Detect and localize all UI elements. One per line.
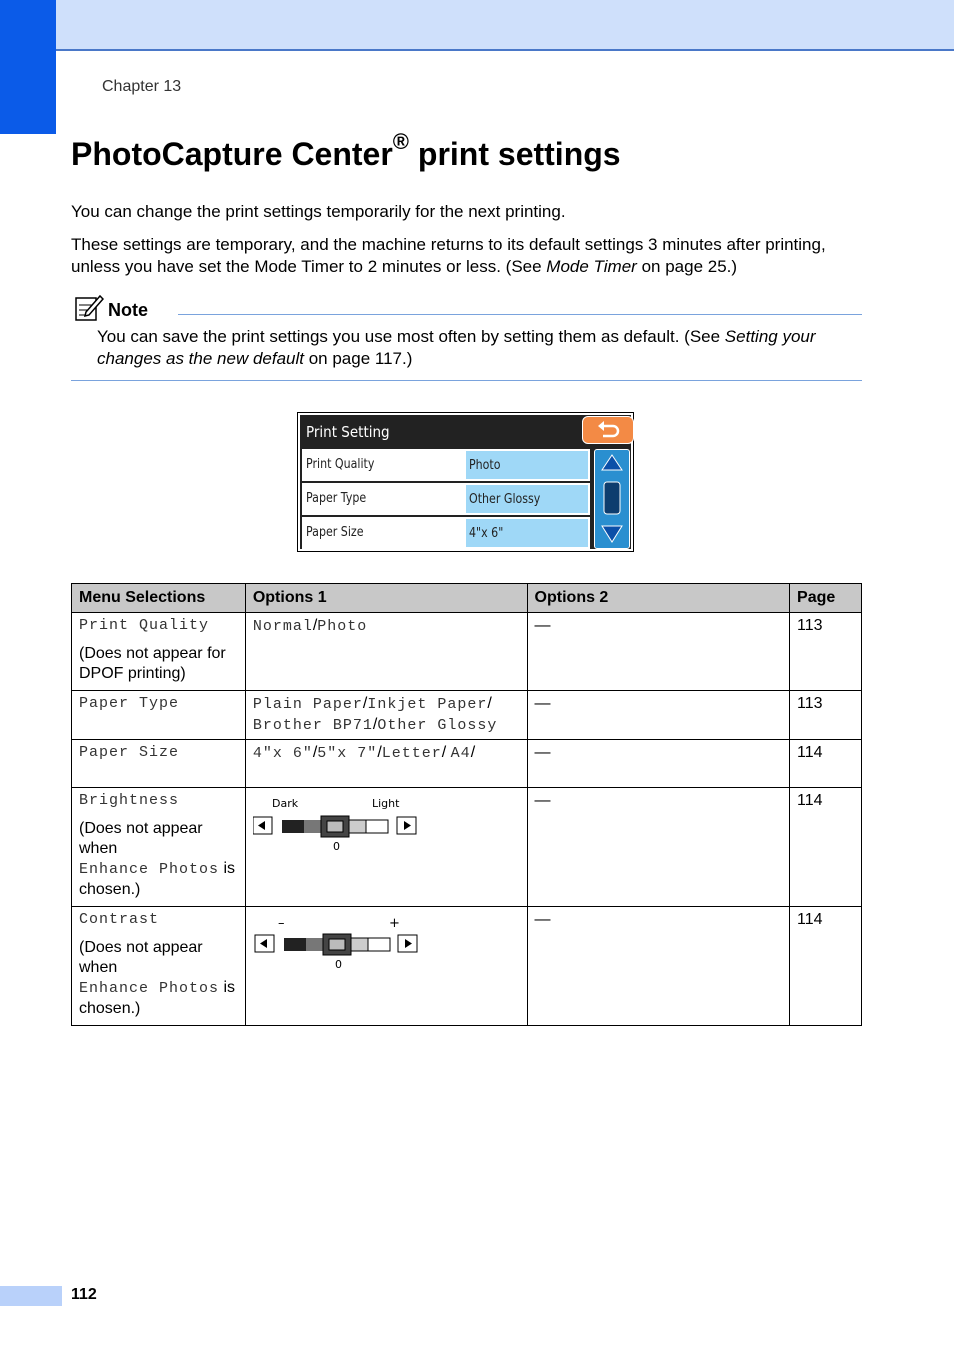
table-row: Print Quality (Does not appear for DPOF printing) Normal/Photo — 113 <box>72 613 862 691</box>
page-title: PhotoCapture Center® print settings <box>71 129 621 172</box>
note-header <box>74 292 862 318</box>
header-band <box>0 0 954 51</box>
chapter-label: Chapter 13 <box>102 78 182 95</box>
slider-label-light: Light <box>371 797 400 810</box>
back-arrow-icon <box>583 417 633 443</box>
header-page: Page <box>790 584 862 613</box>
note-bottom-rule <box>71 380 862 381</box>
slider-value: 0 <box>334 958 342 970</box>
chapter-tab <box>0 0 56 134</box>
note-label: Note <box>108 300 148 320</box>
lcd-scrollbar[interactable] <box>594 449 630 549</box>
footer-page-band <box>0 1286 62 1306</box>
slider-label-minus: – <box>277 916 285 931</box>
scroll-thumb[interactable] <box>604 482 620 514</box>
note-divider <box>178 314 862 315</box>
table-row: Contrast (Does not appear when Enhance Photos is chosen.) – + 0 — 114 <box>72 907 862 1026</box>
lcd-row-paper-type[interactable]: Paper Type Other Glossy <box>302 483 590 515</box>
lcd-row-paper-size[interactable]: Paper Size 4"x 6" <box>302 517 590 549</box>
slider-value: 0 <box>332 840 340 851</box>
slider-label-plus: + <box>388 916 400 931</box>
header-menu-selections: Menu Selections <box>72 584 246 613</box>
brightness-slider[interactable] <box>253 791 423 851</box>
table-row: Brightness (Does not appear when Enhance Photos is chosen.) Dark Light 0 — 114 <box>72 788 862 907</box>
intro-paragraph-1: You can change the print settings temporarily for the next printing. <box>71 202 566 221</box>
table-row: Paper Type Plain Paper/Inkjet Paper/ Brother BP71/Other Glossy — 113 <box>72 691 862 740</box>
scroll-down-icon[interactable] <box>602 526 622 542</box>
settings-table <box>71 583 862 1026</box>
table-header-row <box>72 584 862 613</box>
header-options-2: Options 2 <box>527 584 789 613</box>
lcd-title: Print Setting <box>306 423 390 441</box>
table-row: Paper Size 4"x 6"/5"x 7"/Letter/ A4/ — 114 <box>72 740 862 788</box>
intro-paragraph-2: These settings are temporary, and the machine returns to its default settings 3 minutes after printing, unless you have set the Mode Timer to 2 minutes or less. (See Mode Timer on page 25.) <box>71 235 826 276</box>
note-text: You can save the print settings you use most often by setting them as default. (See Setting your changes as the new default on page 117.) <box>97 327 816 368</box>
header-options-1: Options 1 <box>245 584 527 613</box>
slider-label-dark: Dark <box>271 797 298 810</box>
lcd-screen <box>297 412 634 552</box>
page-number: 112 <box>71 1286 97 1303</box>
note-pencil-icon <box>74 292 104 322</box>
scroll-up-icon[interactable] <box>602 455 622 470</box>
lcd-row-print-quality[interactable]: Print Quality Photo <box>302 449 590 481</box>
lcd-back-button[interactable] <box>582 416 634 444</box>
contrast-slider[interactable] <box>253 910 423 970</box>
